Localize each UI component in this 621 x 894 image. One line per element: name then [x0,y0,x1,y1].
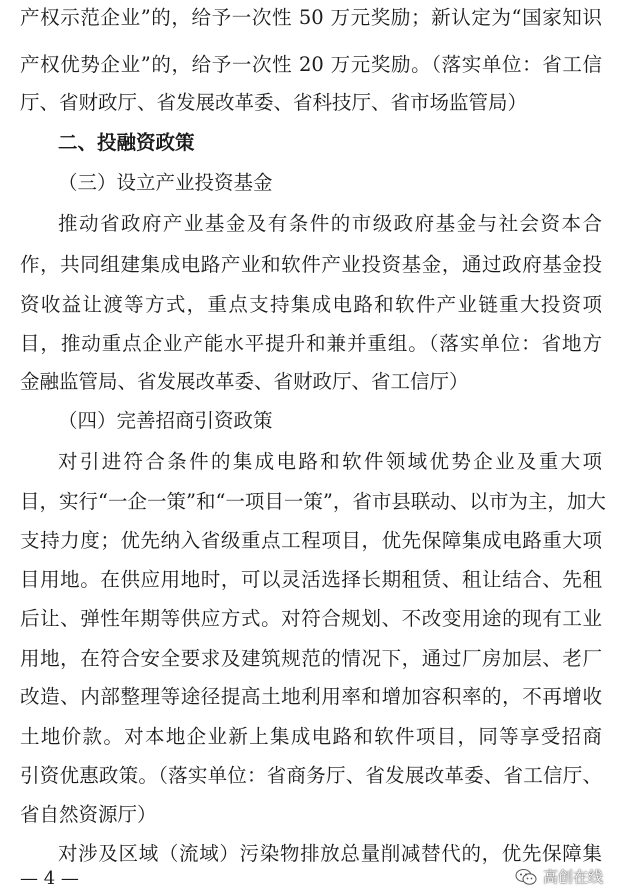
paragraph-line: 支持力度；优先纳入省级重点工程项目，优先保障集成电路重大项 [20,529,602,552]
paragraph-line: 目，实行“一企一策”和“一项目一策”，省市县联动、以市为主，加大 [20,490,606,513]
page-footer [0,862,621,894]
paragraph-line: 目，推动重点企业产能水平提升和兼并重组。（落实单位：省地方 [20,332,602,355]
paragraph-line: 对涉及区域（流域）污染物排放总量削减替代的，优先保障集 [58,842,602,865]
paragraph-line: 目用地。在供应用地时，可以灵活选择长期租赁、租让结合、先租 [20,568,602,591]
paragraph-line: 省自然资源厅） [20,803,157,826]
watermark [515,866,603,887]
subsection-heading: （三）设立产业投资基金 [58,171,273,194]
paragraph-line: 土地价款。对本地企业新上集成电路和软件项目，同等享受招商 [20,725,602,748]
paragraph-line: 引资优惠政策。（落实单位：省商务厅、省发展改革委、省工信厅、 [20,764,602,787]
paragraph-line: 后让、弹性年期等供应方式。对符合规划、不改变用途的现有工业 [20,607,602,630]
watermark-text: 高创在线 [542,868,603,886]
paragraph-line: 推动省政府产业基金及有条件的市级政府基金与社会资本合 [58,212,602,235]
paragraph-line: 用地，在符合安全要求及建筑规范的情况下，通过厂房加层、老厂 [20,647,602,670]
paragraph-line: 产权示范企业”的，给予一次性 50 万元奖励；新认定为“国家知识 [20,6,602,29]
page-number: — 4 — [20,868,79,889]
paragraph-line: 产权优势企业”的，给予一次性 20 万元奖励。（落实单位：省工信 [20,53,602,76]
paragraph-line: 改造、内部整理等途径提高土地利用率和增加容积率的，不再增收 [20,685,602,708]
paragraph-line: 金融监管局、省发展改革委、省财政厅、省工信厅） [20,370,469,393]
wechat-icon [515,868,537,886]
paragraph-line: 厅、省财政厅、省发展改革委、省科技厅、省市场监管局） [20,91,528,114]
paragraph-line: 对引进符合条件的集成电路和软件领域优势企业及重大项 [58,450,602,473]
section-heading: 二、投融资政策 [58,131,195,154]
paragraph-line: 资收益让渡等方式，重点支持集成电路和软件产业链重大投资项 [20,293,602,316]
subsection-heading: （四）完善招商引资政策 [58,409,273,432]
paragraph-line: 作，共同组建集成电路产业和软件产业投资基金，通过政府基金投 [20,253,602,276]
